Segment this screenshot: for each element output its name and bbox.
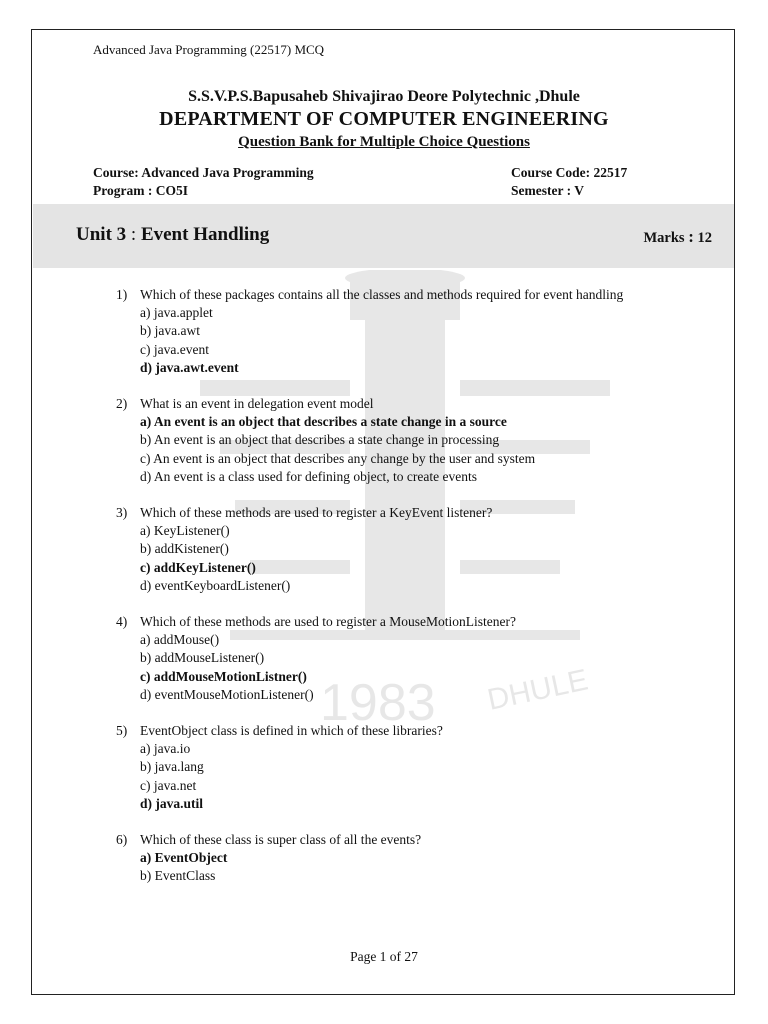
course-code: Course Code: 22517	[511, 165, 628, 180]
watermark-text: DHULE	[484, 663, 591, 717]
question-bank-subtitle: Question Bank for Multiple Choice Questions	[238, 134, 530, 150]
semester: Semester : V	[511, 183, 584, 198]
question-item	[0, 286, 768, 377]
question-list	[0, 286, 768, 904]
answer-option: a) addMouse()	[140, 632, 220, 648]
correct-answer-option: c) addKeyListener()	[140, 559, 256, 575]
unit-heading	[76, 224, 269, 246]
question-text: EventObject class is defined in which of these libraries?	[140, 723, 443, 739]
page-number: Page 1 of 27	[350, 949, 418, 964]
question-number: 2)	[116, 396, 128, 412]
question-text: Which of these methods are used to register a MouseMotionListener?	[140, 614, 517, 630]
answer-option: c) java.net	[140, 777, 197, 793]
answer-option: b) java.awt	[140, 323, 200, 339]
unit-label: Unit 3	[76, 224, 127, 245]
unit-separator: :	[130, 224, 137, 245]
question-item	[0, 613, 768, 704]
question-number: 3)	[116, 505, 128, 521]
question-item	[0, 395, 768, 486]
answer-option: d) eventKeyboardListener()	[140, 577, 291, 593]
answer-option: b) addKistener()	[140, 541, 229, 557]
question-text: What is an event in delegation event model	[140, 396, 374, 412]
answer-option: d) eventMouseMotionListener()	[140, 686, 314, 702]
correct-answer-option: d) java.awt.event	[140, 359, 239, 375]
unit-title: Event Handling	[140, 224, 270, 245]
question-item	[0, 722, 768, 813]
correct-answer-option: a) An event is an object that describes a state change in a source	[140, 414, 507, 430]
running-header: Advanced Java Programming (22517) MCQ	[93, 42, 325, 57]
correct-answer-option: c) addMouseMotionListner()	[140, 668, 307, 684]
answer-option: a) KeyListener()	[140, 523, 230, 539]
answer-option: b) An event is an object that describes a state change in processing	[140, 432, 500, 448]
answer-option: b) EventClass	[140, 868, 216, 884]
question-text: Which of these packages contains all the classes and methods required for event handling	[140, 287, 624, 302]
marks-separator: :	[688, 227, 694, 246]
question-item	[0, 831, 768, 886]
program-name: Program : CO5I	[93, 183, 188, 198]
college-name: S.S.V.P.S.Bapusaheb Shivajirao Deore Polytechnic ,Dhule	[188, 88, 580, 105]
marks-label	[643, 227, 712, 247]
answer-option: c) An event is an object that describes any change by the user and system	[140, 450, 536, 466]
department-title: DEPARTMENT OF COMPUTER ENGINEERING	[159, 108, 609, 130]
question-number: 5)	[116, 723, 128, 739]
marks-value: 12	[697, 230, 712, 246]
question-item	[0, 504, 768, 595]
answer-option: b) addMouseListener()	[140, 650, 265, 666]
answer-option: a) java.applet	[140, 305, 213, 321]
correct-answer-option: d) java.util	[140, 795, 204, 811]
question-number: 4)	[116, 614, 128, 630]
question-text: Which of these class is super class of all the events?	[140, 832, 422, 848]
question-text: Which of these methods are used to register a KeyEvent listener?	[140, 505, 493, 521]
answer-option: c) java.event	[140, 341, 209, 357]
question-number: 1)	[116, 287, 128, 302]
course-name: Course: Advanced Java Programming	[93, 165, 314, 180]
answer-option: d) An event is a class used for defining object, to create events	[140, 468, 478, 484]
answer-option: a) java.io	[140, 741, 191, 757]
marks-text: Marks	[643, 230, 685, 246]
watermark-year: 1983	[320, 674, 436, 732]
question-number: 6)	[116, 832, 128, 848]
correct-answer-option: a) EventObject	[140, 850, 228, 866]
answer-option: b) java.lang	[140, 759, 204, 775]
